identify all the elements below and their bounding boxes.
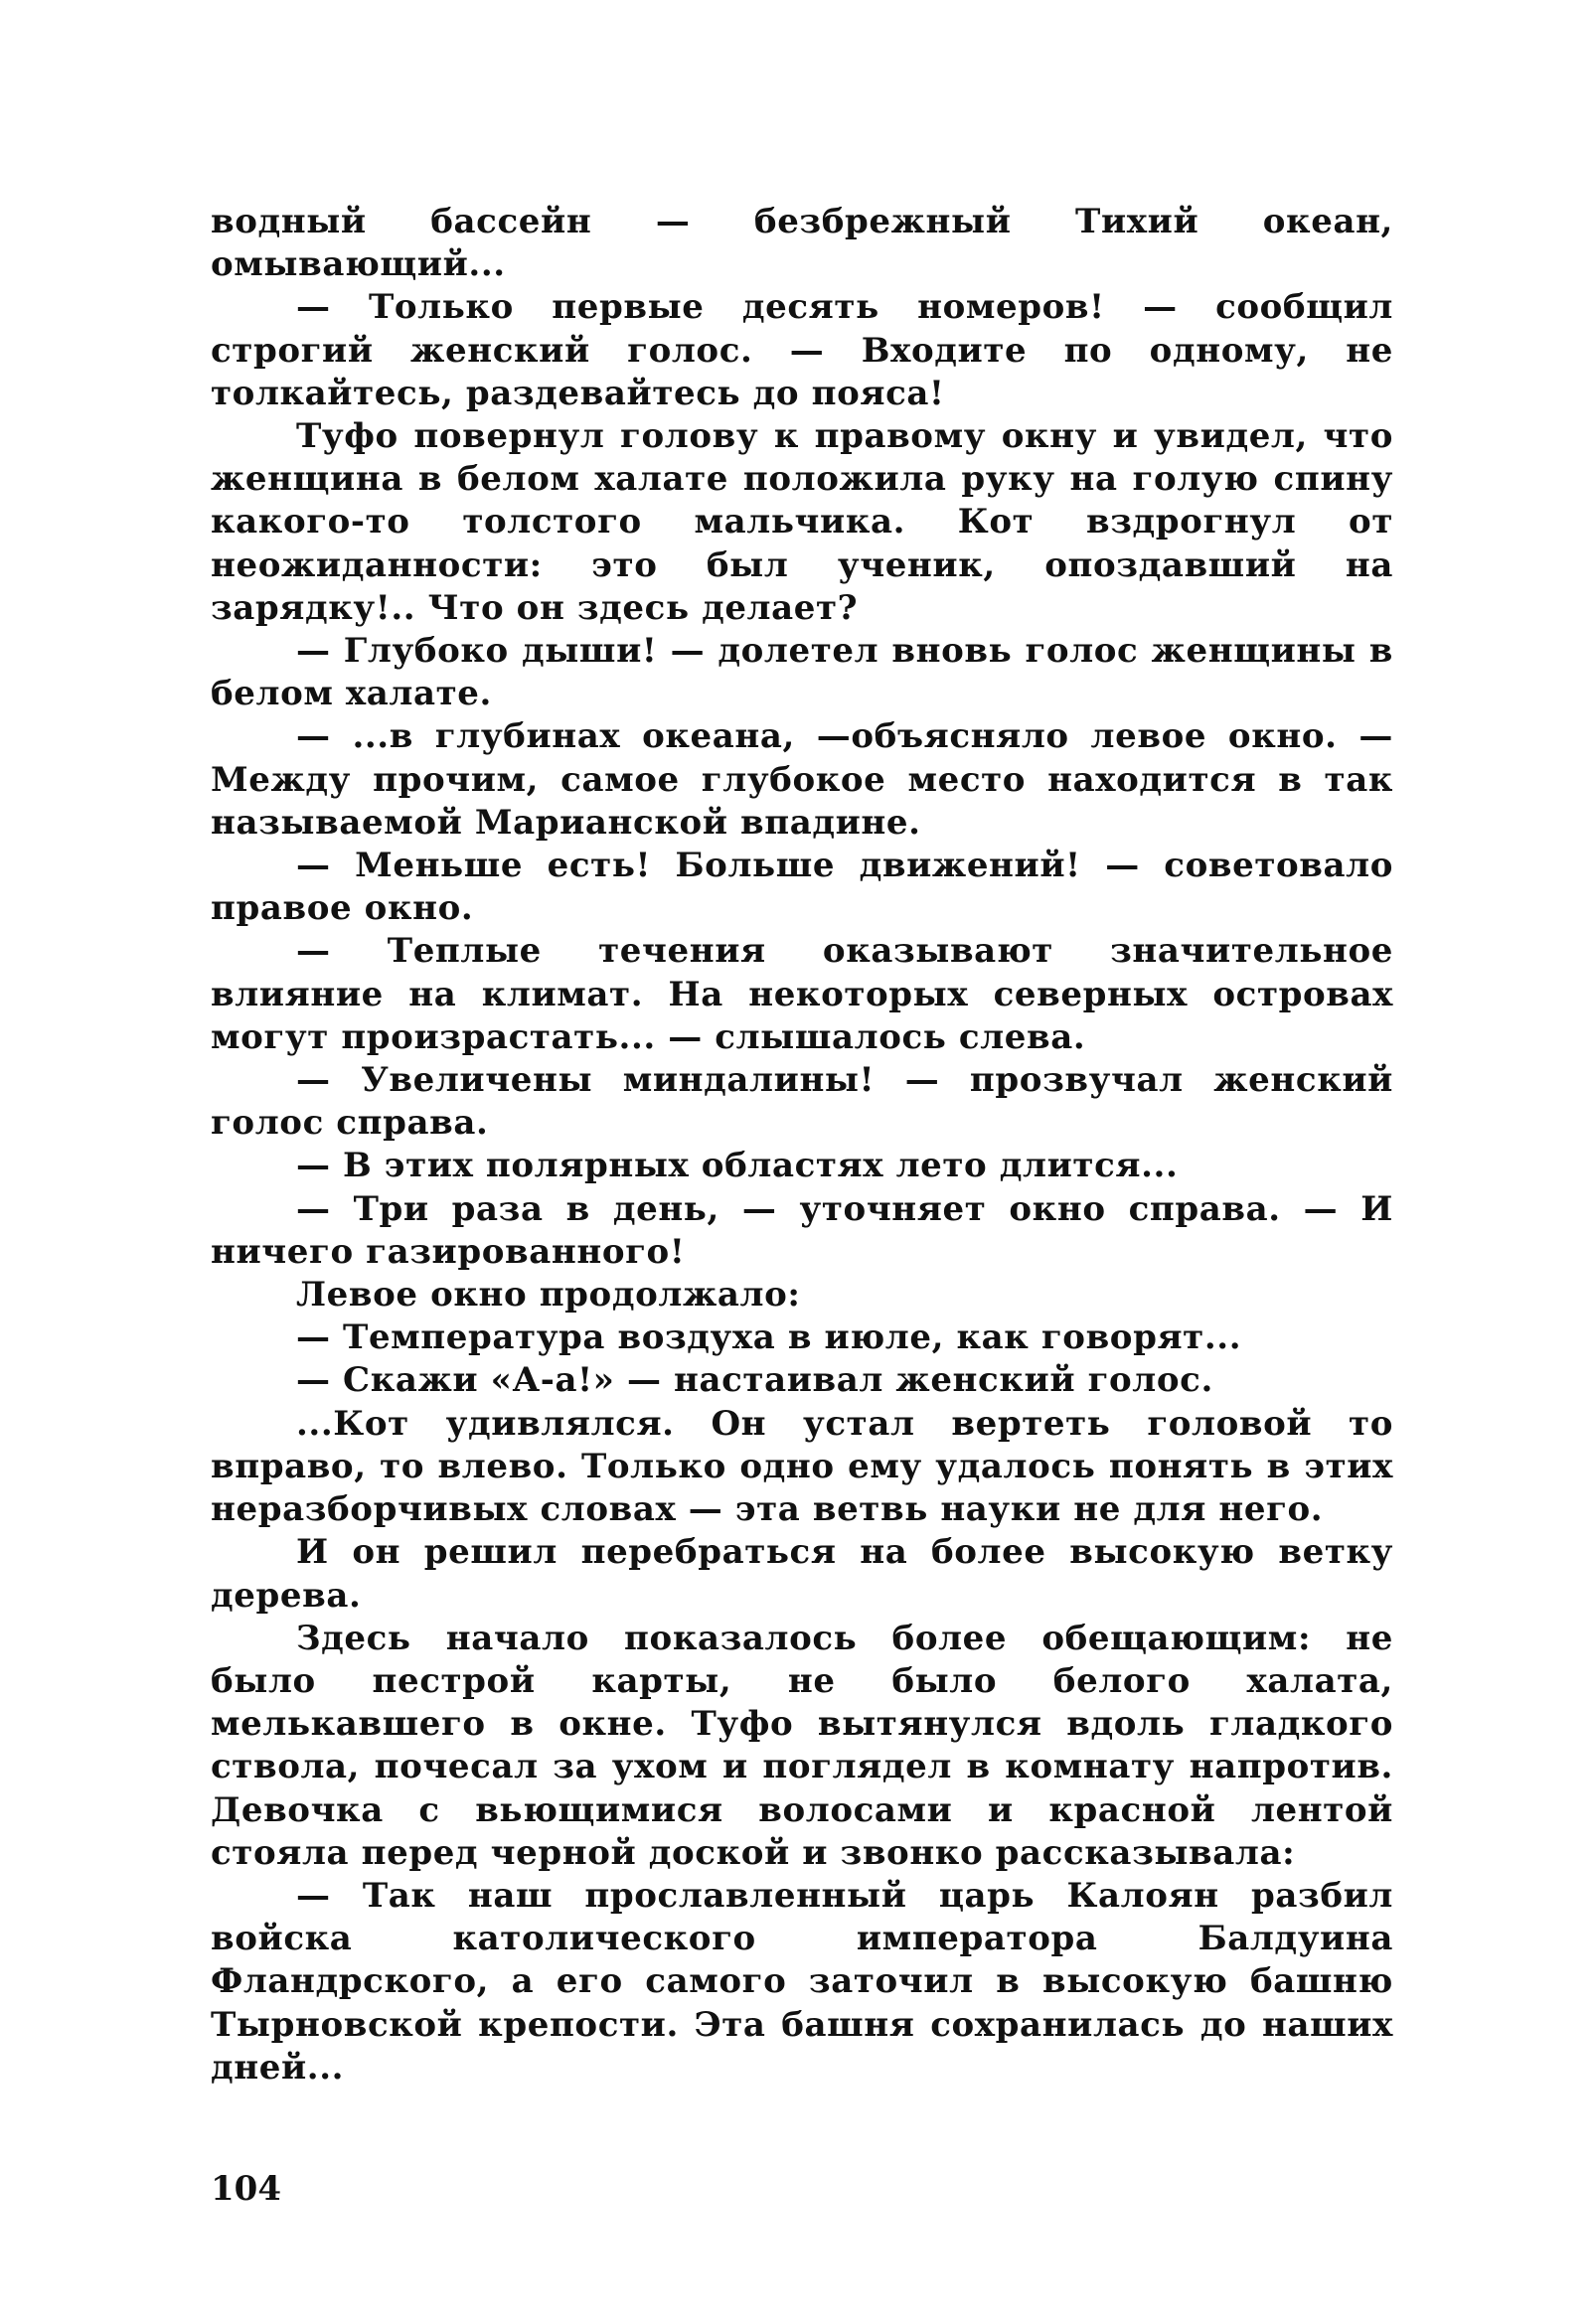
paragraph: ...Кот удивлялся. Он устал вертеть головой то вправо, то влево. Только одно ему удалось понять в этих неразборчивых словах — эта ветвь науки не для него.: [211, 1403, 1393, 1530]
paragraph: — Только первые десять номеров! — сообщил строгий женский голос. — Входите по одному, не толкайтесь, раздевайтесь до пояса!: [211, 287, 1393, 413]
paragraph: Левое окно продолжало:: [296, 1275, 801, 1316]
paragraph: — Увеличены миндалины! — прозвучал женский голос справа.: [211, 1060, 1393, 1144]
paragraph: — Глубоко дыши! — долетел вновь голос женщины в белом халате.: [211, 631, 1393, 714]
paragraph: Здесь начало показалось более обещающим: не было пестрой карты, не было белого халата, мелькавшего в окне. Туфо вытянулся вдоль гладкого ствола, почесал за ухом и поглядел в комнату напротив. Девочка с вьющимися волосами и красной лентой стояла перед черной доской и звонко рассказывала:: [211, 1618, 1393, 1873]
paragraph: — Три раза в день, — уточняет окно справа. — И ничего газированного!: [211, 1188, 1393, 1272]
paragraph: — Температура воздуха в июле, как говорят...: [296, 1317, 1242, 1358]
body-text: [211, 201, 1393, 2090]
paragraph-continuation: водный бассейн — безбрежный Тихий океан, омывающий...: [211, 202, 1393, 285]
page-number: 104: [211, 2169, 281, 2209]
paragraph: — Теплые течения оказывают значительное влияние на климат. На некоторых северных островах могут произрастать... — слышалось слева.: [211, 931, 1393, 1057]
paragraph: И он решил перебраться на более высокую ветку дерева.: [211, 1532, 1393, 1616]
paragraph: — Меньше есть! Больше движений! — советовало правое окно.: [211, 846, 1393, 929]
paragraph: — Так наш прославленный царь Калоян разбил войска католического императора Балдуина Фландрского, а его самого заточил в высокую башню Тырновской крепости. Эта башня сохранилась до наших дней...: [211, 1875, 1393, 2088]
paragraph: Туфо повернул голову к правому окну и увидел, что женщина в белом халате положила руку на голую спину какого-то толстого мальчика. Кот вздрогнул от неожиданности: это был ученик, опоздавший на зарядку!.. Что он здесь делает?: [211, 416, 1393, 628]
paragraph: — ...в глубинах океана, —объясняло левое окно. — Между прочим, самое глубокое место находится в так называемой Марианской впадине.: [211, 716, 1393, 843]
paragraph: — Скажи «А-а!» — настаивал женский голос.: [296, 1360, 1213, 1401]
paragraph: — В этих полярных областях лето длится...: [296, 1146, 1179, 1186]
